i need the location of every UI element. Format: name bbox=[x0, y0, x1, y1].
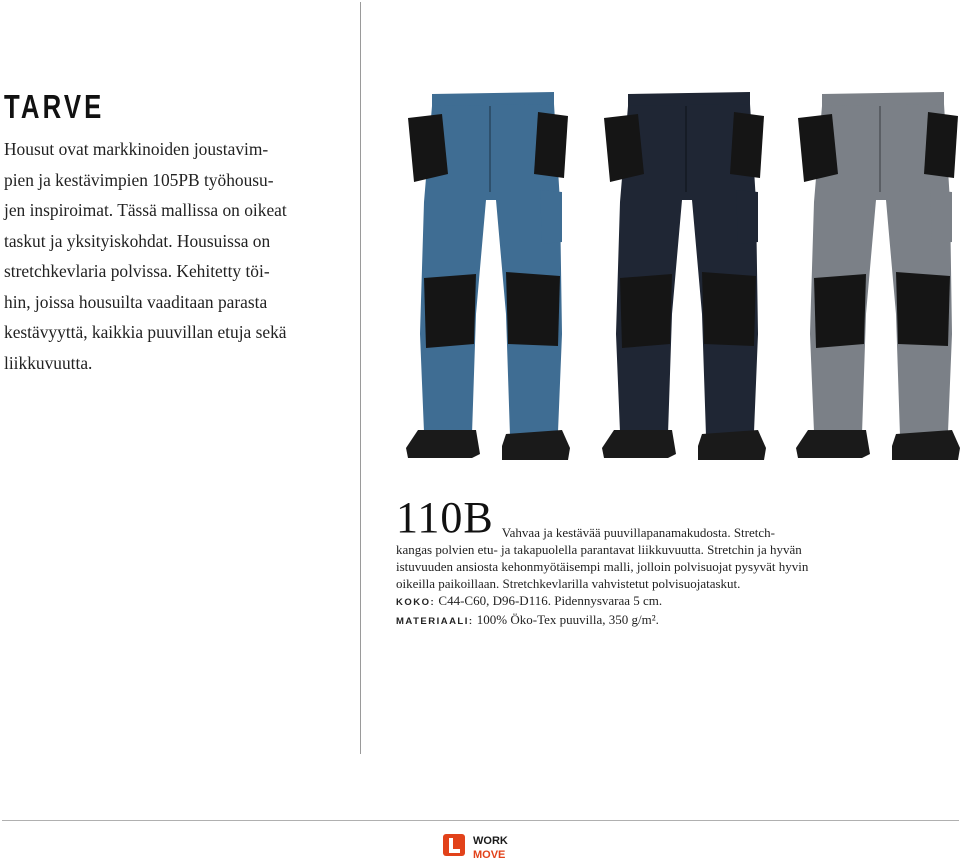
intro-line: Housut ovat markkinoiden joustavim- bbox=[4, 139, 269, 159]
intro-line: jen inspiroimat. Tässä mallissa on oikeat bbox=[4, 200, 287, 220]
l-brand-icon bbox=[443, 834, 465, 856]
footer-logos bbox=[441, 830, 531, 864]
material-label: MATERIAALI: bbox=[396, 616, 474, 627]
material-spec bbox=[396, 611, 826, 630]
size-spec bbox=[396, 592, 826, 611]
section-heading: TARVE bbox=[4, 88, 105, 125]
material-value: 100% Öko-Tex puuvilla, 350 g/m². bbox=[476, 612, 659, 627]
product-description-line: kangas polvien etu- ja takapuolella parantavat liikkuvuutta. Stretchin ja hyvän bbox=[396, 542, 802, 557]
footer-divider bbox=[2, 820, 959, 821]
product-description-first: Vahvaa ja kestävää puuvillapanamakudosta. Stretch- bbox=[501, 525, 775, 540]
pants-blue bbox=[406, 92, 570, 460]
intro-text bbox=[4, 134, 334, 378]
product-block bbox=[396, 493, 826, 630]
workmove-logo bbox=[473, 835, 508, 861]
pants-grey bbox=[796, 92, 960, 460]
product-description-line: istuvuuden ansiosta kehonmyötäisempi malli, jolloin polvisuojat pysyvät hyvin bbox=[396, 559, 809, 574]
size-value: C44-C60, D96-D116. Pidennysvaraa 5 cm. bbox=[438, 593, 663, 608]
pants-navy bbox=[602, 92, 766, 460]
intro-line: taskut ja yksityiskohdat. Housuissa on bbox=[4, 230, 271, 251]
intro-line: liikkuvuutta. bbox=[4, 352, 93, 373]
size-label: KOKO: bbox=[396, 597, 436, 608]
model-number: 110B bbox=[396, 493, 494, 542]
intro-line: kestävyyttä, kaikkia puuvillan etuja sekä bbox=[4, 322, 287, 342]
vertical-divider bbox=[360, 2, 361, 754]
product-image bbox=[392, 82, 960, 500]
product-description-line: oikeilla paikoillaan. Stretchkevlarilla vahvistetut polvisuojataskut. bbox=[396, 576, 741, 591]
intro-line: hin, joissa housuilta vaaditaan parasta bbox=[4, 291, 268, 312]
logo-line-2: MOVE bbox=[473, 849, 506, 861]
intro-line: stretchkevlaria polvissa. Kehitetty töi- bbox=[4, 261, 270, 281]
intro-line: pien ja kestävimpien 105PB työhousu- bbox=[4, 169, 274, 190]
logo-line-1: WORK bbox=[473, 835, 508, 847]
